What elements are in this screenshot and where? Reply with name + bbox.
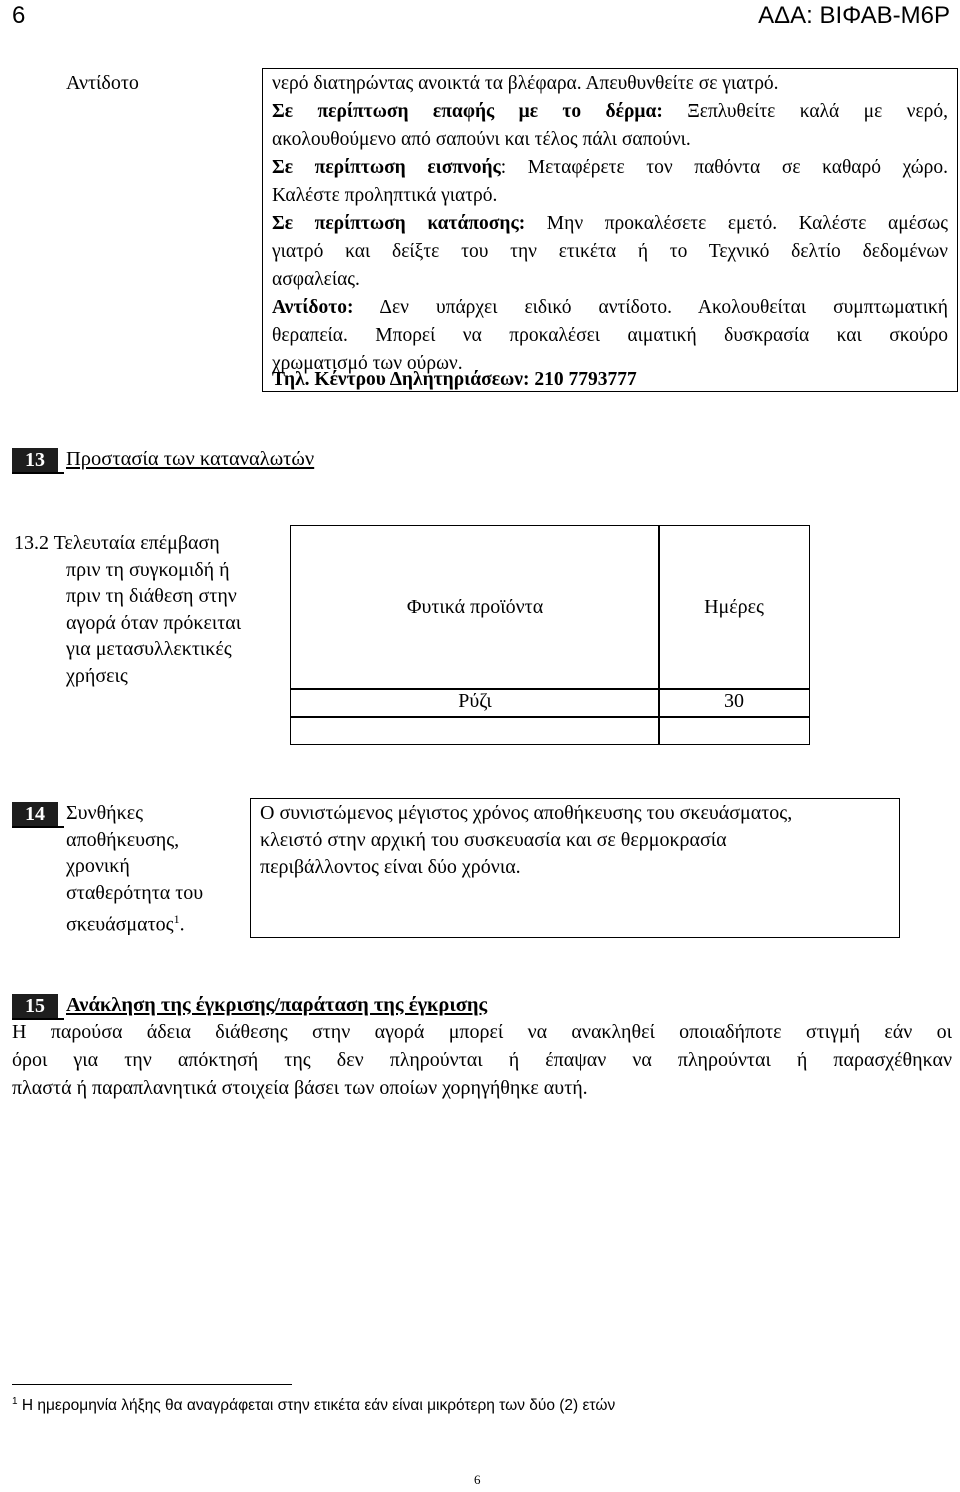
sub-line-3: αγορά όταν πρόκειται [66, 611, 242, 634]
s14-label-line-1: αποθήκευσης, [66, 828, 180, 851]
antidote-line-1: νερό διατηρώντας ανοικτά τα βλέφαρα. Απευθυνθείτε σε γιατρό. [272, 73, 779, 94]
skin-text: Ξεπλυθείτε καλά με νερό, [662, 101, 948, 122]
antidote-line-5: Καλέστε προληπτικά γιατρό. [272, 185, 498, 206]
section-13-2-label [14, 530, 241, 689]
s14-label-last: σκευάσματος [66, 913, 174, 936]
s14-label-line-3: σταθερότητα του [66, 881, 204, 904]
section-13-number: 13 [12, 448, 58, 472]
footnote [12, 1396, 615, 1415]
table-header-days: Ημέρες [704, 596, 764, 618]
sub-line-5: χρήσεις [66, 664, 128, 687]
section-14-label [66, 800, 203, 938]
section-14-text [260, 800, 792, 881]
ingest-bold: Σε περίπτωση κατάποσης: [272, 213, 526, 234]
table-cell-days: 30 [724, 690, 744, 712]
footer-page-number: 6 [474, 1472, 481, 1487]
header-page-number: 6 [12, 2, 26, 29]
section-15-paragraph [12, 1018, 952, 1102]
skin-bold: Σε περίπτωση επαφής με το δέρμα: [272, 101, 663, 122]
table-row-divider-2 [290, 716, 810, 718]
antidote-line-inhal [272, 154, 948, 182]
section-13-bar [12, 472, 64, 474]
section-14-bar [12, 826, 64, 828]
s14-text-line-0: Ο συνιστώμενος μέγιστος χρόνος αποθήκευσης του σκευάσματος, [260, 802, 793, 824]
footnote-rule [12, 1384, 292, 1385]
sub-line-1: πριν τη συγκομιδή ή [66, 558, 230, 581]
poison-center-phone: Τηλ. Κέντρου Δηλητηριάσεων: 210 7793777 [272, 369, 637, 390]
header-doc-code: ΑΔΑ: ΒΙΦΑΒ-Μ6Ρ [758, 2, 950, 29]
antidote-line-7: γιατρό και δείξτε του την ετικέτα ή το Τεχνικό δελτίο δεδομένων [272, 241, 948, 262]
antidote-label: Αντίδοτο [66, 72, 139, 94]
section-14-number: 14 [12, 802, 58, 826]
s15-line-0: Η παρούσα άδεια διάθεσης στην αγορά μπορεί να ανακληθεί οποιαδήποτε στιγμή εάν οι [12, 1021, 952, 1043]
s14-text-line-2: περιβάλλοντος είναι δύο χρόνια. [260, 856, 521, 878]
inhal-bold: Σε περίπτωση εισπνοής [272, 157, 501, 178]
s14-label-line-0: Συνθήκες [66, 802, 144, 824]
s14-text-line-1: κλειστό στην αρχική του συσκευασία και σε θερμοκρασία [260, 829, 727, 851]
section-15-title: Ανάκληση της έγκρισης/παράταση της έγκρισης [66, 994, 488, 1016]
sub-line-0: Τελευταία επέμβαση [49, 532, 220, 554]
footnote-text: Η ημερομηνία λήξης θα αναγράφεται στην ετικέτα εάν είναι μικρότερη των δύο (2) ετών [17, 1397, 616, 1415]
table-cell-crop: Ρύζι [458, 690, 492, 712]
anti-bold: Αντίδοτο: [272, 297, 354, 318]
antidote-line-skin [272, 98, 948, 126]
antidote-line-8: ασφαλείας. [272, 269, 360, 290]
sub-line-2: πριν τη διάθεση στην [66, 585, 237, 607]
antidote-line-ingest [272, 210, 948, 238]
footnote-marker: 1 [12, 1396, 18, 1407]
antidote-line-anti [272, 294, 948, 322]
s14-label-line-2: χρονική [66, 855, 130, 877]
s15-line-2: πλαστά ή παραπλανητικά στοιχεία βάσει των οποίων χορηγήθηκε αυτή. [12, 1077, 588, 1099]
table-header-crop: Φυτικά προϊόντα [406, 596, 544, 618]
s15-line-1: όροι για την απόκτησή της δεν πληρούνται ή έπαψαν να πληρούνται ή παρασχέθηκαν [12, 1049, 952, 1071]
section-15-number: 15 [12, 994, 58, 1018]
s14-label-end: . [179, 913, 185, 936]
antidote-line-3: ακολουθούμενο από σαπούνι και τέλος πάλι σαπούνι. [272, 129, 691, 150]
sub-number: 13.2 [14, 532, 49, 554]
antidote-line-11: χρωματισμό των ούρων. [272, 353, 463, 374]
anti-text: Δεν υπάρχει ειδικό αντίδοτο. Ακολουθείται συμπτωματική [353, 297, 948, 318]
inhal-text: : Μεταφέρετε τον παθόντα σε καθαρό χώρο. [500, 157, 948, 178]
section-13-title: Προστασία των καταναλωτών [66, 448, 315, 470]
s14-label-sup: 1 [173, 912, 180, 926]
sub-line-4: για μετασυλλεκτικές [66, 638, 232, 660]
ingest-text: Μην προκαλέσετε εμετό. Καλέστε αμέσως [525, 213, 948, 234]
antidote-line-10: θεραπεία. Μπορεί να προκαλέσει αιματική δυσκρασία και σκούρο [272, 325, 948, 346]
